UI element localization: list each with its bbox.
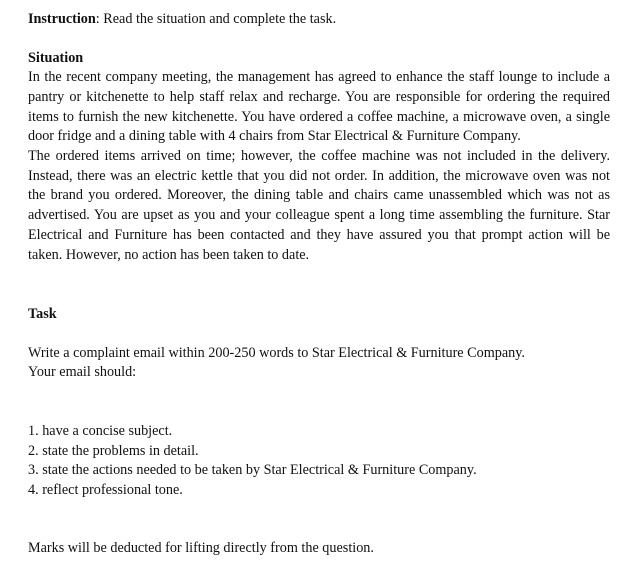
- list-item: 4. reflect professional tone.: [28, 481, 183, 498]
- instruction-label: Instruction: [28, 11, 96, 27]
- instruction-text: : Read the situation and complete the task.: [95, 11, 337, 27]
- task-heading: Task: [28, 306, 57, 323]
- instruction-line: [28, 10, 610, 30]
- task-email-should: Your email should:: [28, 364, 137, 381]
- list-item: 2. state the problems in detail.: [28, 442, 199, 459]
- task-instruction: Write a complaint email within 200-250 words to Star Electrical & Furniture Company.: [28, 344, 525, 361]
- list-item: 3. state the actions needed to be taken by Star Electrical & Furniture Company.: [28, 462, 477, 479]
- situation-heading: Situation: [28, 49, 84, 66]
- situation-paragraph-1: In the recent company meeting, the management has agreed to enhance the staff lounge to include a pantry or kitchenette to help staff relax and recharge. You are responsible for ordering the required items to furnish the new kitchenette. You have ordered a coffee machine, a microwave oven, a single door fridge and a dining table with 4 chairs from Star Electrical & Furniture Company.: [28, 69, 610, 145]
- marks-note: Marks will be deducted for lifting directly from the question.: [28, 540, 374, 557]
- situation-paragraph-2: The ordered items arrived on time; however, the coffee machine was not included in the delivery. Instead, there was an electric kettle that you did not order. In addition, the microwave oven was not the brand you ordered. Moreover, the dining table and chairs came unassembled which was not as advertised. You are upset as you and your colleague spent a long time assembling the furniture. Star Electrical and Furniture has been contacted and they have assured you that prompt action will be taken. However, no action has been taken to date.: [28, 148, 610, 263]
- requirements-list: [28, 422, 610, 500]
- document-page: [28, 8, 610, 559]
- list-item: 1. have a concise subject.: [28, 423, 173, 439]
